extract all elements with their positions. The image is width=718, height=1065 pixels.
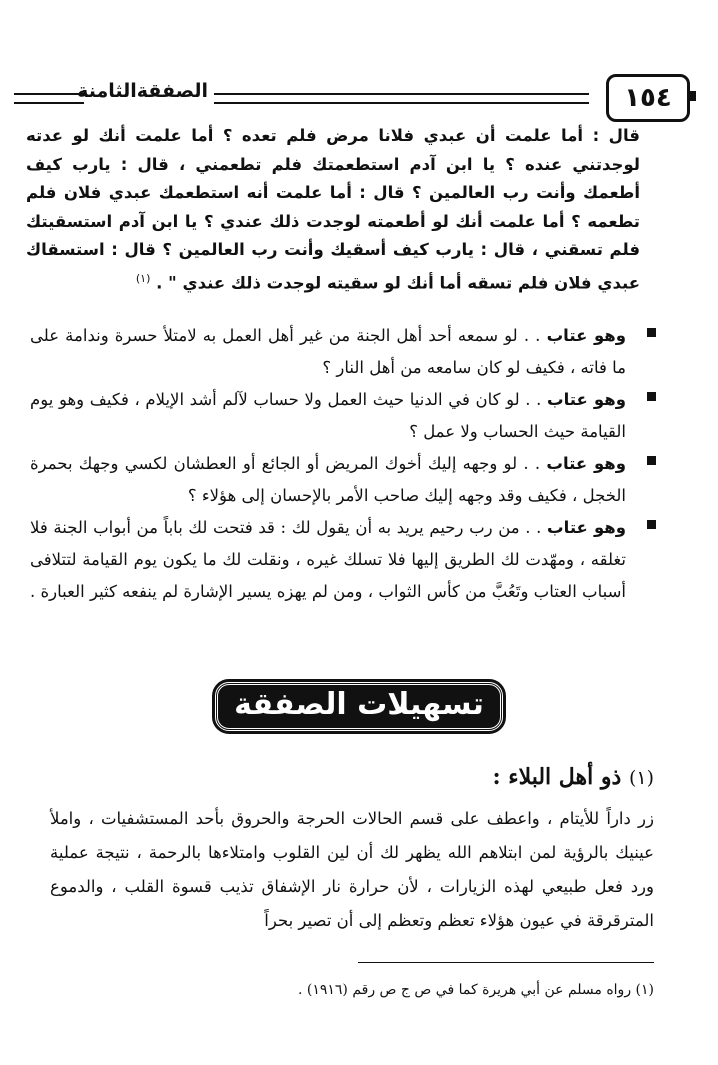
bullet-text: . . لو وجهه إليك أخوك المريض أو الجائع أو العطشان لكسي وجهك بحمرة الخجل ، فكيف وقد وجهه إليك صاحب الأمر بالإحسان إلى هؤلاء ؟ [30,454,626,505]
bullet-text: . . لو سمعه أحد أهل الجنة من غير أهل العمل به لامتلأ حسرة وندامة على ما فاته ، فكيف لو كان سامعه من أهل النار ؟ [30,326,626,377]
footnote: (١) رواه مسلم عن أبي هريرة كما في ص ج ص رقم (١٩١٦) . [297,982,654,998]
bullet-lead: وهو عتاب [546,454,626,473]
footnote-reference: (١) [135,271,151,285]
hadith-paragraph [26,122,640,298]
page-header [14,74,690,120]
bullet-lead: وهو عتاب [547,518,627,537]
section-title-wrap [0,682,718,731]
square-bullet-icon [647,456,656,465]
footnote-divider [358,962,654,963]
list-item [30,320,656,384]
subheading-number: (١) [628,767,654,789]
square-bullet-icon [647,520,656,529]
bullet-lead: وهو عتاب [547,390,626,409]
page-number: ١٥٤ [606,74,690,122]
body-paragraph: زر داراً للأيتام ، واعطف على قسم الحالات الحرجة والحروق بأحد المستشفيات ، واملأ عينيك بالرؤية لمن ابتلاهم الله يظهر لك أن لين القلوب وامتلاءها بالرحمة ، نتيجة عملية ورد فعل طبيعي لهذه الزيارات ، لأن حرارة نار الإشفاق تذيب قسوة القلب ، والدموع المترقرقة في عيون هؤلاء تعظم وتعظم إلى أن تصير بحراً [50,809,654,930]
bullet-lead: وهو عتاب [546,326,626,345]
list-item [30,384,656,448]
subheading [492,764,654,790]
bullet-list [30,320,656,608]
running-title: الصفقةالثامنة [77,80,208,102]
section-title: تسهيلات الصفقة [215,682,503,731]
bullet-text: . . من رب رحيم يريد به أن يقول لك : قد فتحت لك باباً من أبواب الجنة فلا تغلقه ، ومهّدت لك الطريق إليها فلا تسلك غيره ، ونقلت لك ما يكون يوم القيامة لتتلافى أسباب العتاب وتَعُبَّ من كأس الثواب ، ومن لم يهزه يسير الإشارة لم ينفعه كثير العبارة . [30,518,626,601]
subheading-text: ذو أهل البلاء : [492,764,622,790]
bullet-text: . . لو كان في الدنيا حيث العمل ولا حساب لآلم أشد الإيلام ، فكيف وهو يوم القيامة حيث الحساب ولا عمل ؟ [30,390,626,441]
hadith-text: قال : أما علمت أن عبدي فلانا مرض فلم تعده ؟ أما علمت أنك لو عدته لوجدتني عنده ؟ يا ابن آدم استطعمتك فلم تطعمني ، قال : يارب كيف أطعمك وأنت رب العالمين ؟ قال : أما علمت أنه استطعمك عبدي فلان فلم تطعمه ؟ أما علمت أنك لو أطعمته لوجدت ذلك عندي ؟ يا ابن آدم استسقيتك فلم تسقني ، قال : يارب كيف أسقيك وأنت رب العالمين ؟ قال : استسقاك عبدي فلان فلم تسقه أما أنك لو سقيته لوجدت ذلك عندي " . [26,126,640,292]
header-rule-left [14,93,84,104]
square-bullet-icon [647,392,656,401]
square-bullet-icon [647,328,656,337]
header-rule-right [214,93,589,104]
list-item [30,448,656,512]
list-item [30,512,656,608]
